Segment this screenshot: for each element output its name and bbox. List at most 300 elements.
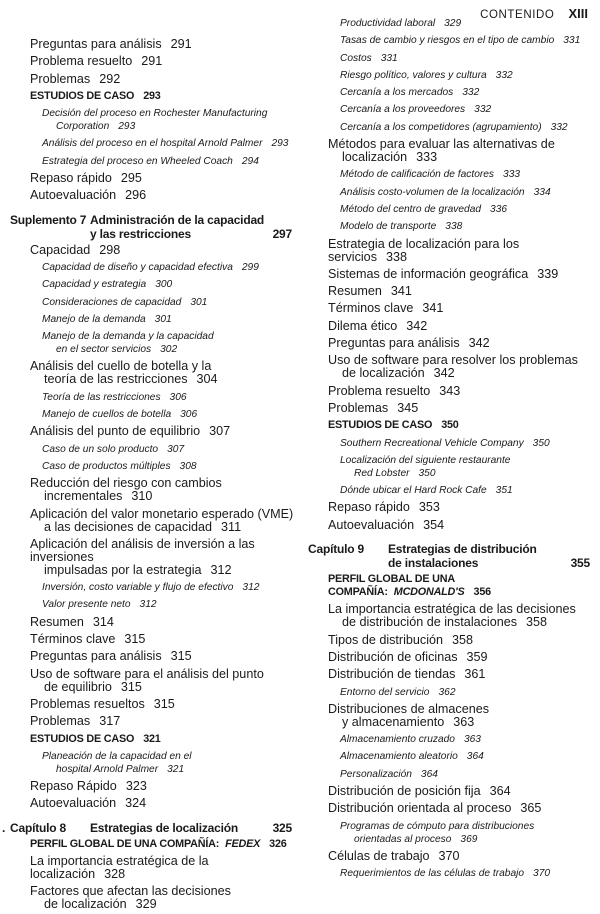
page-ref: 332	[550, 121, 568, 133]
page-ref: 293	[118, 121, 136, 133]
entry-text-line: y almacenamiento	[342, 714, 445, 729]
entry-text-line: Uso de software para el análisis del punto	[30, 666, 264, 681]
entry-text-line: Manejo de cuellos de botella	[42, 409, 172, 421]
toc-entry	[298, 136, 598, 166]
page-ref: 331	[380, 52, 398, 64]
page-ref: 363	[453, 714, 475, 729]
entry-line	[42, 279, 172, 290]
entry-line	[328, 319, 427, 333]
toc-entry	[0, 423, 300, 440]
entry-text-line: Resumen	[30, 614, 84, 629]
entry-line	[30, 697, 175, 711]
toc-entry	[0, 475, 300, 505]
page-number: XIII	[568, 6, 588, 21]
entry-text-line: Términos clave	[328, 301, 414, 316]
toc-subentry	[298, 766, 598, 783]
toc-entry	[0, 883, 300, 913]
page-ref: 332	[462, 87, 480, 99]
toc-subentry	[0, 441, 300, 458]
page-ref: 363	[463, 734, 481, 746]
entry-line	[30, 714, 120, 728]
entry-line	[328, 849, 460, 863]
page-ref: 365	[520, 801, 542, 816]
toc-subentry	[298, 684, 598, 701]
entry-line	[30, 796, 146, 810]
entry-line	[42, 156, 259, 167]
page-ref: 370	[533, 868, 551, 880]
entry-text-line: Aplicación del análisis de inversión a las inversiones	[30, 536, 255, 564]
entry-line	[30, 898, 300, 911]
entry-line	[30, 54, 162, 68]
company-name: MCDONALD'S	[393, 586, 465, 599]
entry-text-line: Problema resuelto	[328, 383, 431, 398]
toc-subentry	[0, 406, 300, 423]
entry-line	[340, 751, 484, 762]
entry-text-line: Problema resuelto	[30, 54, 133, 69]
page-ref: 315	[170, 649, 192, 664]
entry-line	[42, 409, 197, 420]
entry-text-line: Capacidad	[30, 242, 91, 257]
toc-entry	[0, 536, 300, 579]
page-ref: 354	[423, 517, 445, 532]
entry-line	[42, 262, 259, 273]
entry-line	[328, 384, 460, 398]
page-ref: 311	[221, 519, 242, 534]
toc-entry	[298, 318, 598, 335]
entry-line	[42, 461, 197, 472]
entry-line	[328, 336, 490, 350]
entry-line	[328, 667, 485, 681]
entry-line	[42, 599, 157, 610]
entry-text-line: Repaso rápido	[328, 500, 410, 515]
entry-text-line: ESTUDIOS DE CASO	[30, 732, 135, 745]
entry-text-line: Análisis del proceso en el hospital Arnold Palmer	[42, 138, 263, 150]
entry-text-line: Dónde ubicar el Hard Rock Cafe	[340, 485, 487, 497]
case-studies-heading	[298, 571, 598, 601]
entry-line	[328, 237, 519, 264]
page-ref: 359	[466, 649, 488, 664]
page-ref: 314	[92, 614, 114, 629]
toc-entry	[0, 631, 300, 648]
entry-text-line: orientadas al proceso	[354, 833, 452, 845]
toc-subentry	[298, 15, 598, 32]
toc-subentry	[298, 731, 598, 748]
entry-text-line: Preguntas para análisis	[30, 37, 162, 51]
toc-entry	[298, 649, 598, 666]
entry-text-line: Costos	[340, 52, 372, 64]
toc-entry	[298, 400, 598, 417]
entry-line	[30, 521, 300, 534]
entry-line	[328, 573, 491, 598]
entry-line	[30, 564, 300, 577]
toc-entry	[298, 383, 598, 400]
entry-line	[340, 868, 550, 879]
page-ref: 317	[99, 714, 121, 729]
entry-text-line: Corporation	[56, 121, 110, 133]
page-ref: 332	[474, 104, 492, 116]
entry-line	[328, 267, 558, 281]
toc-subentry	[298, 218, 598, 235]
chapter-title-line: de instalaciones	[388, 556, 479, 571]
entry-text-line: Red Lobster	[354, 467, 410, 479]
page-ref: 300	[155, 279, 173, 291]
toc-subentry	[0, 311, 300, 328]
page-ref: 333	[503, 169, 521, 181]
page-ref: 331	[563, 35, 581, 47]
entry-line	[328, 284, 412, 298]
toc-entry	[0, 696, 300, 713]
entry-text-line: Análisis costo-volumen de la localización	[340, 186, 525, 198]
page-ref: 343	[439, 383, 461, 398]
page-ref: 353	[418, 500, 440, 515]
toc-subentry	[298, 818, 598, 848]
entry-text-line: Manejo de la demanda	[42, 313, 146, 325]
entry-line	[340, 769, 438, 780]
entry-line	[328, 151, 598, 164]
entry-text-line: Autoevaluación	[30, 188, 117, 203]
toc-subentry	[298, 748, 598, 765]
toc-subentry	[298, 119, 598, 136]
entry-text-line: Reducción del riesgo con cambios	[30, 476, 222, 491]
toc-subentry	[298, 482, 598, 499]
page-ref: 350	[441, 419, 459, 432]
entry-text-line: impulsadas por la estrategia	[44, 562, 202, 577]
toc-subentry	[0, 276, 300, 293]
chapter-title-line: y las restricciones	[90, 226, 191, 241]
entry-text-line: Riesgo político, valores y cultura	[340, 69, 487, 81]
toc-subentry	[298, 32, 598, 49]
entry-text-line: incrementales	[44, 489, 123, 504]
entry-line	[42, 314, 172, 325]
page-ref: 358	[452, 632, 474, 647]
page-ref: 315	[120, 679, 142, 694]
entry-line	[340, 204, 507, 215]
page-ref: 301	[154, 313, 172, 325]
entry-line	[30, 490, 300, 503]
toc-entry	[0, 666, 300, 696]
page-ref: 334	[533, 186, 551, 198]
toc-entry	[298, 335, 598, 352]
page-ref: 298	[99, 242, 121, 257]
toc-entry	[0, 614, 300, 631]
entry-text-line: en el sector servicios	[56, 344, 152, 356]
entry-text-line: ESTUDIOS DE CASO	[328, 419, 433, 432]
entry-line	[42, 138, 288, 149]
page-ref: 315	[153, 696, 175, 711]
page-ref: 310	[131, 489, 153, 504]
toc-entry	[298, 300, 598, 317]
page-ref: 312	[210, 562, 232, 577]
entry-text-line: Factores que afectan las decisiones	[30, 884, 231, 899]
toc-subentry	[0, 458, 300, 475]
toc-subentry	[0, 579, 300, 596]
entry-text-line: Repaso Rápido	[30, 779, 117, 794]
section-title: CONTENIDO	[480, 9, 555, 21]
page-ref: 329	[135, 897, 157, 912]
entry-text-line: Programas de cómputo para distribuciones	[340, 820, 535, 832]
page-ref: 369	[460, 833, 478, 845]
stray-mark: .	[2, 820, 6, 835]
toc-entry	[298, 666, 598, 683]
chapter-heading	[298, 542, 598, 570]
toc-entry	[298, 601, 598, 631]
page-ref: 336	[490, 203, 508, 215]
entry-line	[30, 424, 230, 438]
entry-line	[340, 438, 550, 449]
entry-line	[30, 373, 300, 386]
entry-line	[30, 171, 142, 185]
entry-line	[340, 18, 461, 29]
toc-subentry	[0, 748, 300, 778]
chapter-heading	[0, 821, 300, 835]
toc-subentry	[0, 328, 300, 358]
entry-text-line: Tipos de distribución	[328, 632, 444, 647]
entry-line	[42, 120, 300, 133]
entry-line	[30, 838, 287, 850]
page-ref: 304	[196, 372, 218, 387]
page-ref: 321	[167, 763, 185, 775]
page-ref: 323	[125, 779, 147, 794]
chapter-label: Capítulo 9	[308, 542, 365, 557]
toc-subentry	[298, 166, 598, 183]
page-ref: 325	[272, 820, 292, 835]
entry-text-line: Capacidad y estrategia	[42, 279, 147, 291]
toc-entry	[0, 648, 300, 665]
toc-right-column	[298, 15, 598, 882]
entry-line	[340, 485, 513, 496]
page-ref: 307	[209, 424, 231, 439]
entry-line	[30, 615, 114, 629]
entry-text-line: de localización	[44, 897, 127, 912]
page-ref: 350	[532, 437, 550, 449]
entry-line	[328, 500, 440, 514]
entry-text-line: Problemas	[328, 400, 389, 415]
entry-line	[328, 716, 598, 729]
toc-entry	[0, 187, 300, 204]
entry-text-line: Consideraciones de capacidad	[42, 296, 182, 308]
entry-text-line: Preguntas para análisis	[328, 336, 460, 351]
entry-line	[328, 518, 444, 532]
page-ref: 355	[570, 556, 590, 571]
page-ref: 301	[190, 296, 208, 308]
toc-subentry	[298, 101, 598, 118]
page-ref: 302	[160, 344, 178, 356]
toc-subentry	[0, 105, 300, 135]
toc-subentry	[298, 67, 598, 84]
entry-text-line: Cercanía a los proveedores	[340, 104, 466, 116]
entry-line	[30, 188, 146, 202]
toc-subentry	[0, 153, 300, 170]
entry-text-line: Método del centro de gravedad	[340, 203, 482, 215]
page-ref: 308	[179, 460, 197, 472]
entry-line	[30, 854, 209, 881]
page-ref: 358	[526, 615, 548, 630]
entry-text-line: Almacenamiento aleatorio	[340, 751, 458, 763]
page-ref: 329	[444, 18, 462, 29]
entry-line	[328, 301, 443, 315]
entry-line	[340, 122, 568, 133]
page-ref: 332	[495, 69, 513, 81]
entry-text-line: Autoevaluación	[328, 517, 415, 532]
page-ref: 351	[495, 485, 513, 497]
toc-entry	[0, 506, 300, 536]
page-ref: 370	[438, 848, 460, 863]
chapter-title-line: Administración de la capacidad	[90, 212, 265, 227]
toc-entry	[298, 266, 598, 283]
entry-text-line: Dilema ético	[328, 318, 398, 333]
entry-text-line: Tasas de cambio y riesgos en el tipo de cambio	[340, 35, 555, 47]
case-studies-heading	[298, 417, 598, 434]
toc-entry	[0, 170, 300, 187]
entry-line	[340, 467, 598, 480]
page-ref: 364	[489, 783, 511, 798]
toc-entry	[298, 848, 598, 865]
entry-text-line: Métodos para evaluar las alternativas de	[328, 137, 555, 152]
toc-subentry	[298, 201, 598, 218]
entry-line	[30, 90, 161, 102]
entry-line	[340, 221, 462, 232]
entry-line	[30, 37, 192, 51]
entry-text-line: Productividad laboral	[340, 18, 436, 29]
toc-entry	[298, 352, 598, 382]
toc-entry	[0, 713, 300, 730]
toc-entry	[0, 242, 300, 259]
entry-text-line: Localización del siguiente restaurante	[340, 454, 511, 466]
page-ref: 296	[125, 188, 147, 203]
entry-text-line: Estrategia del proceso en Wheeled Coach	[42, 155, 233, 167]
entry-line	[328, 419, 459, 431]
company-name: FEDEX	[225, 837, 261, 850]
page-ref: 326	[269, 837, 287, 850]
page-ref: 292	[99, 71, 121, 86]
toc-entry	[298, 783, 598, 800]
entry-text-line: Caso de productos múltiples	[42, 460, 171, 472]
entry-line	[328, 784, 511, 798]
entry-text-line: PERFIL GLOBAL DE UNA COMPAÑÍA:	[328, 573, 455, 599]
page-ref: 362	[438, 686, 456, 698]
entry-line	[340, 87, 479, 98]
entry-text-line: de equilibrio	[44, 679, 112, 694]
entry-text-line: a las decisiones de capacidad	[44, 519, 213, 534]
entry-text-line: Cercanía a los competidores (agrupamiento)	[340, 121, 542, 133]
page-ref: 293	[271, 138, 289, 150]
entry-line	[30, 733, 161, 745]
entry-line	[340, 104, 491, 115]
entry-line	[340, 53, 398, 64]
toc-subentry	[298, 452, 598, 482]
page-ref: 341	[422, 301, 444, 316]
page-ref: 342	[433, 366, 455, 381]
entry-line	[328, 633, 473, 647]
page-ref: 315	[124, 632, 146, 647]
entry-text-line: Distribución orientada al proceso	[328, 801, 512, 816]
toc-entry	[0, 778, 300, 795]
page-ref: 364	[420, 768, 438, 780]
entry-text-line: Entorno del servicio	[340, 686, 430, 698]
toc-entry	[0, 53, 300, 70]
toc-subentry	[0, 135, 300, 152]
toc-subentry	[298, 435, 598, 452]
page-ref: 312	[139, 599, 157, 611]
entry-text-line: Cercanía a los mercados	[340, 87, 454, 99]
entry-text-line: Requerimientos de las células de trabajo	[340, 868, 525, 880]
entry-text-line: Aplicación del valor monetario esperado (VME)	[30, 506, 294, 521]
entry-text-line: Valor presente neto	[42, 599, 131, 611]
entry-line	[42, 763, 300, 776]
page-ref: 306	[169, 391, 187, 403]
page-ref: 342	[468, 336, 490, 351]
page-ref: 294	[241, 155, 259, 167]
entry-text-line: Autoevaluación	[30, 796, 117, 811]
entry-text-line: Análisis del punto de equilibrio	[30, 424, 201, 439]
page-ref: 291	[141, 54, 163, 69]
entry-text-line: Distribución de oficinas	[328, 649, 458, 664]
toc-left-column	[0, 36, 300, 914]
entry-line	[30, 632, 145, 646]
page-ref: 328	[104, 866, 126, 881]
entry-text-line: Distribuciones de almacenes	[328, 701, 490, 716]
page-ref: 324	[125, 796, 147, 811]
entry-text-line: Modelo de transporte	[340, 221, 437, 233]
toc-subentry	[298, 84, 598, 101]
toc-entry	[298, 517, 598, 534]
page-ref: 321	[143, 732, 161, 745]
page-ref: 345	[397, 400, 419, 415]
entry-text-line: Repaso rápido	[30, 171, 112, 186]
entry-line	[30, 681, 300, 694]
entry-text-line: Problemas	[30, 71, 91, 86]
toc-entry	[298, 283, 598, 300]
toc-entry	[298, 632, 598, 649]
toc-subentry	[0, 596, 300, 613]
page-ref: 350	[418, 467, 436, 479]
page-ref: 338	[386, 249, 408, 264]
entry-text-line: teoría de las restricciones	[44, 372, 188, 387]
entry-line	[340, 70, 513, 81]
entry-line	[328, 650, 488, 664]
page-ref: 299	[241, 261, 259, 273]
entry-line	[30, 779, 147, 793]
entry-text-line: Análisis del cuello de botella y la	[30, 359, 212, 374]
page-ref: 312	[242, 582, 260, 594]
toc-entry	[0, 853, 300, 883]
entry-text-line: Problemas	[30, 714, 91, 729]
entry-line	[42, 444, 184, 455]
entry-text-line: Inversión, costo variable y flujo de efectivo	[42, 582, 234, 594]
entry-line	[42, 392, 187, 403]
entry-text-line: Distribución de tiendas	[328, 667, 456, 682]
toc-entry	[0, 358, 300, 388]
entry-line	[328, 401, 418, 415]
entry-line	[340, 35, 580, 46]
page-ref: 307	[167, 443, 185, 455]
page-ref: 293	[143, 89, 161, 102]
entry-text-line: PERFIL GLOBAL DE UNA COMPAÑÍA:	[30, 837, 220, 850]
page-ref: 342	[406, 318, 428, 333]
page-ref: 306	[180, 409, 198, 421]
page-ref: 333	[416, 150, 438, 165]
entry-line	[340, 169, 520, 180]
page-ref: 341	[390, 284, 412, 299]
entry-line	[340, 734, 481, 745]
case-studies-heading	[0, 836, 300, 853]
chapter-label: Capítulo 8	[10, 820, 67, 835]
entry-text-line: Southern Recreational Vehicle Company	[340, 437, 524, 449]
toc-entry	[298, 499, 598, 516]
page-ref: 338	[445, 221, 463, 233]
entry-text-line: Distribución de posición fija	[328, 783, 481, 798]
entry-line	[30, 72, 120, 86]
